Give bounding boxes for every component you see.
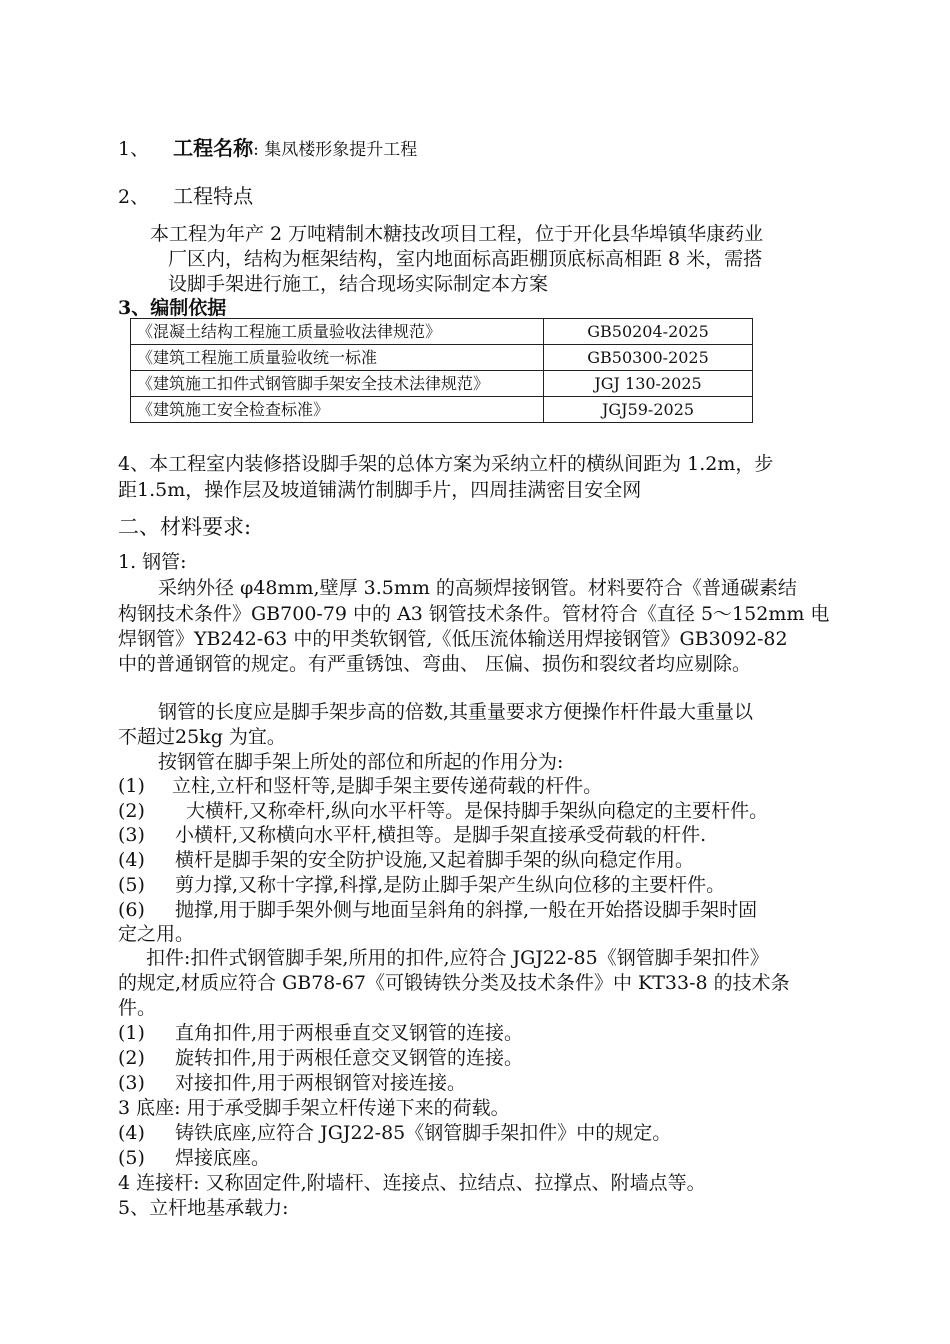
pipe-para-1-line-3: 焊钢管》YB242-63 中的甲类软钢管,《低压流体输送用焊接钢管》GB3092-82 [118,628,788,650]
section-1-heading [118,136,417,162]
table-row [131,397,753,423]
section-2-number: 2、 [118,186,150,208]
list-item-text: 剪力撑,又称十字撑,科撑,是防止脚手架产生纵向位移的主要杆件。 [175,874,726,896]
list-item-text: 小横杆,又称横向水平杆,横担等。是脚手架直接承受荷载的杆件. [175,824,707,846]
table-row [131,371,753,397]
list-item [118,1121,671,1145]
basis-table [130,318,753,423]
section-1-title: 工程名称 [173,136,254,160]
section-1-value: : 集凤楼形象提升工程 [253,140,418,160]
list-item [118,1046,523,1070]
section-4-line-2: 距1.5m，操作层及坡道铺满竹制脚手片，四周挂满密目安全网 [118,479,642,501]
pipe-para-3: 按钢管在脚手架上所处的部位和所起的作用分为: [158,751,564,773]
standard-code: GB50300-2025 [544,345,753,371]
list-item-text: 旋转扣件,用于两根任意交叉钢管的连接。 [175,1047,524,1069]
section-4-line-1: 4、本工程室内装修搭设脚手架的总体方案为采纳立杆的横纵间距为 1.2m，步 [118,453,774,475]
list-item-number: (6) [118,899,145,921]
section-2-heading [118,184,253,209]
foundation-line: 5、立杆地基承载力: [118,1197,289,1219]
standard-name: 《建筑施工安全检查标准》 [131,397,544,423]
list-item [118,1021,523,1045]
section-2-line-1: 本工程为年产 2 万吨精制木糖技改项目工程，位于开化县华埠镇华康药业 [150,223,764,245]
list-item-number: (3) [118,1072,145,1094]
section-3-title: 3、编制依据 [118,297,227,319]
list-item-number: (5) [118,1147,145,1169]
standard-name: 《混凝土结构工程施工质量验收法律规范》 [131,319,544,345]
list-item [118,774,602,798]
list-item-text: 横杆是脚手架的安全防护设施,又起着脚手架的纵向稳定作用。 [175,849,695,871]
table-row [131,319,753,345]
pipe-para-1-line-2: 构钢技术条件》GB700-79 中的 A3 钢管技术条件。管材符合《直径 5～152mm 电 [118,603,830,625]
section-2-line-3: 设脚手架进行施工，结合现场实际制定本方案 [168,273,549,295]
table-row [131,345,753,371]
pipe-para-1-line-1: 采纳外径 φ48mm,壁厚 3.5mm 的高频焊接钢管。材料要符合《普通碳素结 [158,577,797,599]
list-item-number: (1) [118,775,145,797]
list-item-text: 大横杆,又称牵杆,纵向水平杆等。是保持脚手架纵向稳定的主要杆件。 [186,800,769,822]
standard-code: JGJ59-2025 [544,397,753,423]
fastener-line-2: 的规定,材质应符合 GB78-67《可锻铸铁分类及技术条件》中 KT33-8 的技术条 [118,972,790,994]
list-item [118,1071,466,1095]
list-item-text: 焊接底座。 [175,1147,271,1169]
list-item-text: 抛撑,用于脚手架外侧与地面呈斜角的斜撑,一般在开始搭设脚手架时固 [175,899,758,921]
standard-code: GB50204-2025 [544,319,753,345]
list-item [118,873,725,897]
list-item-text: 立柱,立杆和竖杆等,是脚手架主要传递荷载的杆件。 [172,775,603,797]
list-item [118,799,768,823]
section-2-title: 工程特点 [173,184,254,208]
list-item-text: 直角扣件,用于两根垂直交叉钢管的连接。 [175,1022,524,1044]
list-item-number: (4) [118,849,145,871]
section-2-line-2: 厂区内，结构为框架结构，室内地面标高距棚顶底标高相距 8 米，需搭 [168,248,763,270]
fastener-line-1: 扣件:扣件式钢管脚手架,所用的扣件,应符合 JGJ22-85《钢管脚手架扣件》 [146,947,769,969]
standard-name: 《建筑工程施工质量验收统一标准 [131,345,544,371]
list-item-number: (3) [118,824,145,846]
list-item-text: 对接扣件,用于两根钢管对接连接。 [175,1072,467,1094]
base-heading: 3 底座: 用于承受脚手架立杆传递下来的荷载。 [118,1097,510,1119]
standard-code: JGJ 130-2025 [544,371,753,397]
part-2-title: 二、材料要求: [118,515,252,539]
list-item-continuation: 定之用。 [118,923,195,945]
pipe-heading: 1. 钢管: [118,551,187,573]
list-item-number: (5) [118,874,145,896]
list-item [118,1146,270,1170]
list-item [118,898,757,922]
list-item [118,823,706,847]
list-item-number: (2) [118,1047,145,1069]
list-item-number: (4) [118,1122,145,1144]
list-item-number: (2) [118,800,145,822]
fastener-line-3: 件。 [118,997,157,1019]
standard-name: 《建筑施工扣件式钢管脚手架安全技术法律规范》 [131,371,544,397]
list-item-text: 铸铁底座,应符合 JGJ22-85《钢管脚手架扣件》中的规定。 [175,1122,672,1144]
pipe-para-2-line-2: 不超过25kg 为宜。 [118,726,286,748]
list-item-number: (1) [118,1022,145,1044]
list-item [118,848,694,872]
pipe-para-1-line-4: 中的普通钢管的规定。有严重锈蚀、弯曲、 压偏、损伤和裂纹者均应剔除。 [118,653,752,675]
section-1-number: 1、 [118,138,150,160]
pipe-para-2-line-1: 钢管的长度应是脚手架步高的倍数,其重量要求方便操作杆件最大重量以 [158,701,754,723]
connector-line: 4 连接杆: 又称固定件,附墙杆、连接点、拉结点、拉撑点、附墙点等。 [118,1172,706,1194]
